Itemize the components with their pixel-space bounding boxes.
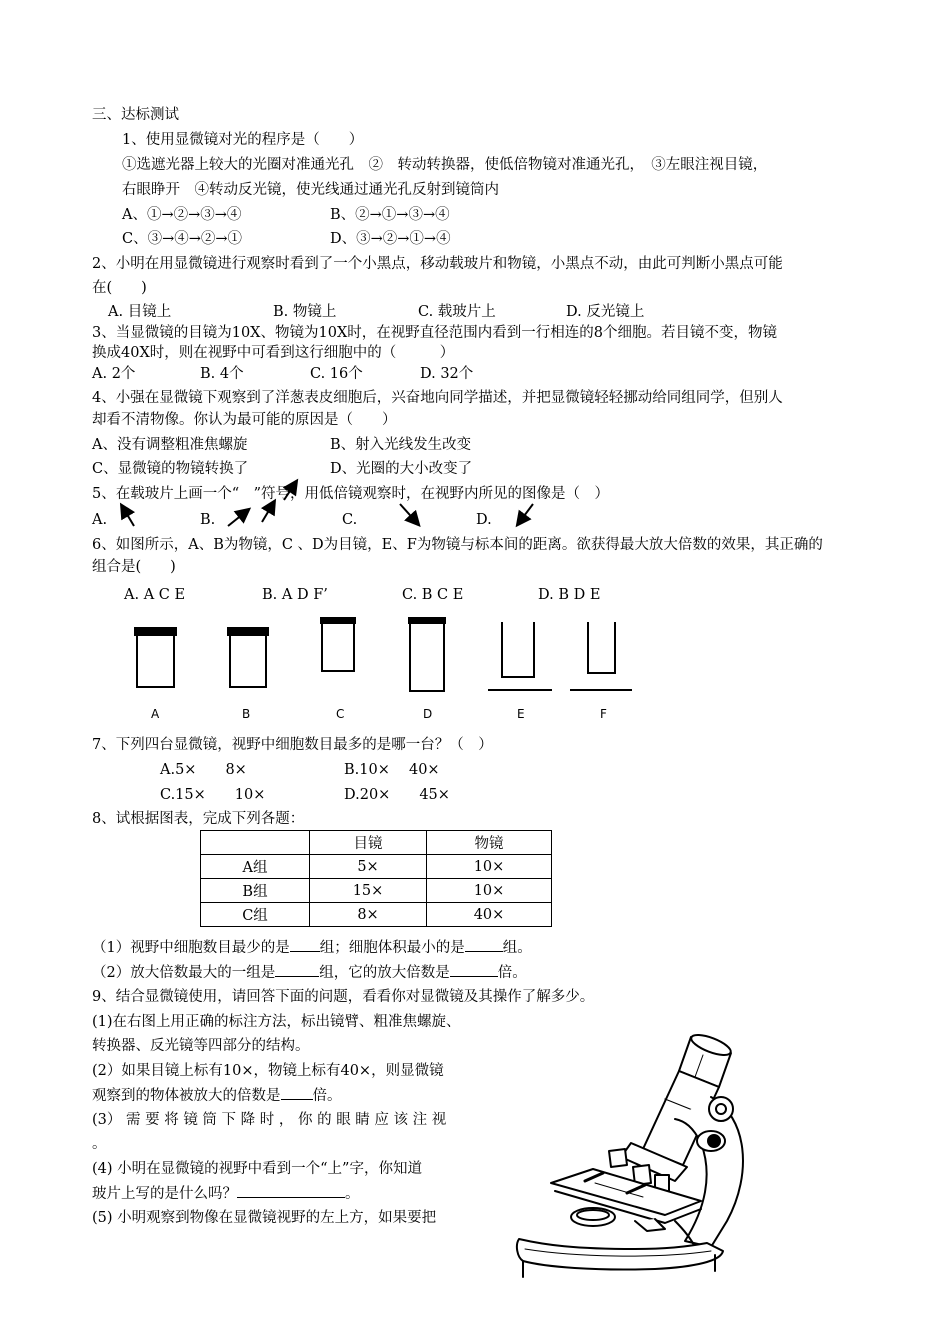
q4-option-c: C、显微镜的物镜转换了 xyxy=(92,461,249,477)
objective-1 xyxy=(609,1149,627,1167)
q8-sub1-part-b: 组；细胞体积最小的是 xyxy=(319,940,465,956)
q9-p2-line1: (2）如果目镜上标有10×，物镜上标有40×，则显微镜 xyxy=(92,1063,444,1079)
objective-b xyxy=(230,630,266,687)
q8-sub2 xyxy=(92,962,527,983)
q4-option-a: A、没有调整粗准焦螺旋 xyxy=(92,437,248,453)
q9-p4-line2 xyxy=(92,1183,360,1204)
fig-label-c: C xyxy=(336,707,345,721)
q1-option-b: B、②→①→③→④ xyxy=(330,207,450,223)
microscope-arm xyxy=(675,1097,743,1247)
q5-option-b: B. xyxy=(200,512,216,528)
table-cell: 10× xyxy=(427,879,552,903)
q6-option-b: B. A D F’ xyxy=(262,587,328,603)
q8-sub1 xyxy=(92,937,532,958)
q8-sub2-part-c: 倍。 xyxy=(497,965,527,981)
table-cell: 5× xyxy=(310,855,427,879)
table-row xyxy=(201,879,552,903)
q3-option-d: D. 32个 xyxy=(420,366,474,382)
q9-p2-part-a: 观察到的物体被放大的倍数是 xyxy=(92,1088,281,1104)
q7-option-a: A.5× 8× xyxy=(160,762,247,778)
q9-p2-line2 xyxy=(92,1085,342,1106)
q8-sub2-part-a: （2）放大倍数最大的一组是 xyxy=(92,965,276,981)
q6-option-c: C. B C E xyxy=(402,587,464,603)
q1-option-d: D、③→②→①→④ xyxy=(330,231,451,247)
fig-label-a: A xyxy=(151,707,160,721)
q2-stem-line2: 在( ) xyxy=(92,280,147,296)
q9-p4-line1: (4) 小明在显微镜的视野中看到一个“上”字，你知道 xyxy=(92,1161,422,1177)
q5-option-c: C. xyxy=(342,512,358,528)
objective-a xyxy=(137,630,174,687)
table-cell: 40× xyxy=(427,903,552,927)
table-cell: B组 xyxy=(201,879,310,903)
table-cell: 8× xyxy=(310,903,427,927)
q3-stem-line1: 3、当显微镜的目镜为10X、物镜为10X时，在视野直径范围内看到一行相连的8个细胞。若目镜不变，物镜 xyxy=(92,325,777,341)
q5-arrow-b2-icon xyxy=(262,502,274,522)
table-header-cell: 物镜 xyxy=(427,831,552,855)
q9-p3-line2: 。 xyxy=(92,1136,107,1152)
q2-option-c: C. 载玻片上 xyxy=(418,304,496,320)
table-header-cell xyxy=(201,831,310,855)
table-header-cell: 目镜 xyxy=(310,831,427,855)
table-cell: A组 xyxy=(201,855,310,879)
q4-option-b: B、射入光线发生改变 xyxy=(330,437,472,453)
q5-option-a: A. xyxy=(92,512,108,528)
microscope-illustration xyxy=(515,1025,755,1285)
q6-lens-figure xyxy=(110,605,650,730)
q1-option-c: C、③→④→②→① xyxy=(122,231,243,247)
fig-label-b: B xyxy=(242,707,251,721)
q1-steps-line2: 右眼睁开 ④转动反光镜，使光线通过通光孔反射到镜筒内 xyxy=(122,182,499,198)
q5-arrow-a-icon xyxy=(122,506,134,526)
q9-stem: 9、结合显微镜使用，请回答下面的问题，看看你对显微镜及其操作了解多少。 xyxy=(92,989,595,1005)
q7-option-c: C.15× 10× xyxy=(160,787,266,803)
fig-label-d: D xyxy=(423,707,433,721)
distance-f xyxy=(588,622,615,673)
table-cell: 15× xyxy=(310,879,427,903)
q2-option-a: A. 目镜上 xyxy=(108,304,172,320)
q4-option-d: D、光圈的大小改变了 xyxy=(330,461,473,477)
table-row xyxy=(201,855,552,879)
q2-option-d: D. 反光镜上 xyxy=(566,304,645,320)
answer-blank[interactable] xyxy=(290,937,320,952)
q8-sub2-part-b: 组，它的放大倍数是 xyxy=(319,965,450,981)
q7-stem: 7、下列四台显微镜，视野中细胞数目最多的是哪一台？（ ） xyxy=(92,737,493,753)
q6-option-a: A. A C E xyxy=(124,587,186,603)
q5-symbol-arrow-icon xyxy=(284,482,296,500)
q7-option-b: B.10× 40× xyxy=(344,762,440,778)
answer-blank[interactable] xyxy=(465,937,503,952)
section-title: 三、达标测试 xyxy=(92,107,179,123)
q3-option-b: B. 4个 xyxy=(200,366,244,382)
answer-blank[interactable] xyxy=(237,1183,345,1198)
q9-p3-line1: (3） 需 要 将 镜 筒 下 降 时 ， 你 的 眼 睛 应 该 注 视 xyxy=(92,1112,447,1128)
q6-stem-line2: 组合是( ) xyxy=(92,559,176,575)
eyepiece-c xyxy=(322,620,354,671)
q7-option-d: D.20× 45× xyxy=(344,787,450,803)
answer-blank[interactable] xyxy=(275,962,319,977)
table-header-row xyxy=(201,831,552,855)
q3-stem-line2: 换成40X时，则在视野中可看到这行细胞中的（ ） xyxy=(92,345,455,361)
q9-p1-line1: (1)在右图上用正确的标注方法，标出镜臂、粗准焦螺旋、 xyxy=(92,1014,461,1030)
q9-p2-part-b: 倍。 xyxy=(312,1088,342,1104)
q8-sub1-part-a: （1）视野中细胞数目最少的是 xyxy=(92,940,290,956)
q3-option-c: C. 16个 xyxy=(310,366,363,382)
q9-p1-line2: 转换器、反光镜等四部分的结构。 xyxy=(92,1038,310,1054)
q8-sub1-part-c: 组。 xyxy=(502,940,532,956)
magnification-table xyxy=(200,830,552,927)
q9-p4-part-a: 玻片上写的是什么吗？ xyxy=(92,1186,237,1202)
table-row xyxy=(201,903,552,927)
q5-arrow-b1-icon xyxy=(228,510,248,526)
distance-e xyxy=(502,622,534,677)
table-cell: C组 xyxy=(201,903,310,927)
q1-option-a: A、①→②→③→④ xyxy=(122,207,242,223)
q5-arrow-figures xyxy=(0,478,950,538)
q5-arrow-c-icon xyxy=(400,504,418,524)
q6-option-d: D. B D E xyxy=(538,587,601,603)
fig-label-f: F xyxy=(600,707,607,721)
q2-option-b: B. 物镜上 xyxy=(273,304,337,320)
q6-stem-line1: 6、如图所示，A、B为物镜，C 、D为目镜，E、F为物镜与标本间的距离。欲获得最大放大倍数的效果，其正确的 xyxy=(92,537,823,553)
fig-label-e: E xyxy=(517,707,525,721)
q9-p4-part-b: 。 xyxy=(345,1186,360,1202)
table-cell: 10× xyxy=(427,855,552,879)
q5-arrow-d-icon xyxy=(518,504,533,524)
answer-blank[interactable] xyxy=(281,1085,313,1100)
q3-option-a: A. 2个 xyxy=(92,366,136,382)
answer-blank[interactable] xyxy=(450,962,498,977)
q4-stem-line1: 4、小强在显微镜下观察到了洋葱表皮细胞后，兴奋地向同学描述，并把显微镜轻轻挪动给同组同学，但别人 xyxy=(92,390,783,406)
q5-option-d: D. xyxy=(476,512,492,528)
q1-stem: 1、使用显微镜对光的程序是（ ） xyxy=(122,132,364,148)
q9-p5-line1: (5) 小明观察到物像在显微镜视野的左上方，如果要把 xyxy=(92,1210,437,1226)
q8-stem: 8、试根据图表，完成下列各题： xyxy=(92,811,305,827)
q2-stem-line1: 2、小明在用显微镜进行观察时看到了一个小黑点，移动载玻片和物镜，小黑点不动，由此可判断小黑点可能 xyxy=(92,256,783,272)
q4-stem-line2: 却看不清物像。你认为最可能的原因是（ ） xyxy=(92,412,397,428)
q1-steps-line1: ①选遮光器上较大的光圈对准通光孔 ② 转动转换器，使低倍物镜对准通光孔， ③左眼注视目镜， xyxy=(122,157,768,173)
eyepiece-d xyxy=(410,620,444,691)
q5-stem: 5、在载玻片上画一个“ ”符号，用低倍镜观察时，在视野内所见的图像是（ ） xyxy=(92,486,610,502)
